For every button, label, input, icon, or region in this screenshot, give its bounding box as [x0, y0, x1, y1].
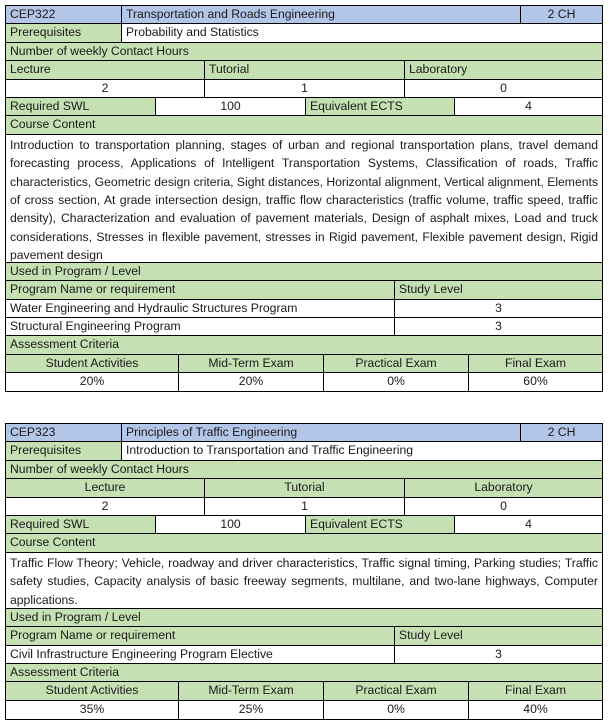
- ects-value: 4: [455, 516, 602, 533]
- final-header: Final Exam: [469, 355, 602, 372]
- course-content-label-row: [6, 116, 602, 134]
- midterm-value: 20%: [179, 373, 324, 391]
- programs-label-row: [6, 263, 602, 281]
- swl-label: Required SWL: [6, 98, 156, 115]
- midterm-header: Mid-Term Exam: [179, 682, 324, 699]
- program-name: Civil Infrastructure Engineering Program Elective: [6, 646, 395, 663]
- assessment-header-row: [6, 682, 602, 700]
- program-level: 3: [395, 646, 602, 663]
- course-content-label: Course Content: [6, 116, 602, 133]
- laboratory-hours: 0: [405, 80, 602, 97]
- laboratory-header: Laboratory: [405, 479, 602, 496]
- programs-header-row: [6, 281, 602, 299]
- credit-hours: 2 CH: [521, 424, 602, 441]
- course-content-text: Introduction to transportation planning, stages of urban and regional transportation plans, travel demand forecasting process, Applications of Intelligent Transportation Systems, Classification of roads, Traffic characteristics, Geometric design criteria, Sight distances, Horizontal alignment, Vertical alignment, Elements of cross section, At grade intersection design, traffic flow characteristics (traffic volume, traffic speed, traffic density), Characterization and evaluation of pavement materials, Design of asphalt mixes, Load and truck considerations, Stresses in flexible pavement, stresses in Rigid pavement, Flexible pavement design, Rigid pavement design: [6, 135, 602, 263]
- midterm-value: 25%: [179, 701, 324, 719]
- laboratory-header: Laboratory: [405, 61, 602, 78]
- tutorial-hours: 1: [205, 498, 405, 515]
- assessment-label-row: [6, 336, 602, 354]
- credit-hours: 2 CH: [521, 6, 602, 23]
- contact-hours-label-row: [6, 461, 602, 479]
- practical-value: 0%: [324, 373, 469, 391]
- study-level-header: Study Level: [395, 281, 602, 298]
- assessment-label: Assessment Criteria: [6, 664, 602, 681]
- programs-label: Used in Program / Level: [6, 263, 602, 280]
- assessment-value-row: [6, 701, 602, 719]
- prerequisites-label: Prerequisites: [6, 442, 122, 459]
- contact-hours-header-row: [6, 479, 602, 497]
- prerequisites-label: Prerequisites: [6, 24, 122, 41]
- course-title: Transportation and Roads Engineering: [122, 6, 521, 23]
- ects-value: 4: [455, 98, 602, 115]
- contact-hours-label: Number of weekly Contact Hours: [6, 461, 602, 478]
- final-value: 40%: [469, 701, 602, 719]
- tutorial-header: Tutorial: [205, 61, 405, 78]
- practical-header: Practical Exam: [324, 682, 469, 699]
- course-code: CEP322: [6, 6, 122, 23]
- assessment-label-row: [6, 664, 602, 682]
- practical-value: 0%: [324, 701, 469, 719]
- swl-value: 100: [156, 516, 306, 533]
- programs-header-row: [6, 627, 602, 645]
- contact-hours-header-row: [6, 61, 602, 79]
- course-content-text: Traffic Flow Theory; Vehicle, roadway and driver characteristics, Traffic signal timing, Parking studies; Traffic safety studies, Capacity analysis of basic freeway segments, multilane, and two-lane highways, Computer applications.: [6, 553, 602, 609]
- course-code: CEP323: [6, 424, 122, 441]
- programs-label: Used in Program / Level: [6, 609, 602, 626]
- course-content-label: Course Content: [6, 534, 602, 551]
- program-row: [6, 300, 602, 318]
- final-value: 60%: [469, 373, 602, 391]
- final-header: Final Exam: [469, 682, 602, 699]
- practical-header: Practical Exam: [324, 355, 469, 372]
- lecture-hours: 2: [6, 80, 205, 97]
- prerequisites-row: [6, 24, 602, 42]
- program-row: [6, 318, 602, 336]
- lecture-header: Lecture: [6, 479, 205, 496]
- course-title: Principles of Traffic Engineering: [122, 424, 521, 441]
- programs-label-row: [6, 609, 602, 627]
- program-level: 3: [395, 318, 602, 335]
- tutorial-header: Tutorial: [205, 479, 405, 496]
- course-title-row: [6, 6, 602, 24]
- contact-hours-value-row: [6, 80, 602, 98]
- prerequisites-value: Introduction to Transportation and Traffic Engineering: [122, 442, 602, 459]
- ects-label: Equivalent ECTS: [306, 516, 455, 533]
- midterm-header: Mid-Term Exam: [179, 355, 324, 372]
- prerequisites-value: Probability and Statistics: [122, 24, 602, 41]
- assessment-label: Assessment Criteria: [6, 336, 602, 353]
- program-name-header: Program Name or requirement: [6, 627, 395, 644]
- ects-label: Equivalent ECTS: [306, 98, 455, 115]
- course-title-row: [6, 424, 602, 442]
- program-name-header: Program Name or requirement: [6, 281, 395, 298]
- study-level-header: Study Level: [395, 627, 602, 644]
- program-level: 3: [395, 300, 602, 317]
- course-content-label-row: [6, 534, 602, 552]
- contact-hours-value-row: [6, 498, 602, 516]
- laboratory-hours: 0: [405, 498, 602, 515]
- course-card-cep322: [5, 5, 603, 392]
- prerequisites-row: [6, 442, 602, 460]
- program-row: [6, 646, 602, 664]
- lecture-header: Lecture: [6, 61, 205, 78]
- swl-ects-row: [6, 516, 602, 534]
- swl-label: Required SWL: [6, 516, 156, 533]
- student-activities-value: 35%: [6, 701, 179, 719]
- student-activities-header: Student Activities: [6, 682, 179, 699]
- assessment-value-row: [6, 373, 602, 391]
- student-activities-value: 20%: [6, 373, 179, 391]
- program-name: Structural Engineering Program: [6, 318, 395, 335]
- program-name: Water Engineering and Hydraulic Structures Program: [6, 300, 395, 317]
- swl-value: 100: [156, 98, 306, 115]
- course-card-cep323: [5, 423, 603, 720]
- student-activities-header: Student Activities: [6, 355, 179, 372]
- tutorial-hours: 1: [205, 80, 405, 97]
- contact-hours-label: Number of weekly Contact Hours: [6, 43, 602, 60]
- contact-hours-label-row: [6, 43, 602, 61]
- lecture-hours: 2: [6, 498, 205, 515]
- assessment-header-row: [6, 355, 602, 373]
- swl-ects-row: [6, 98, 602, 116]
